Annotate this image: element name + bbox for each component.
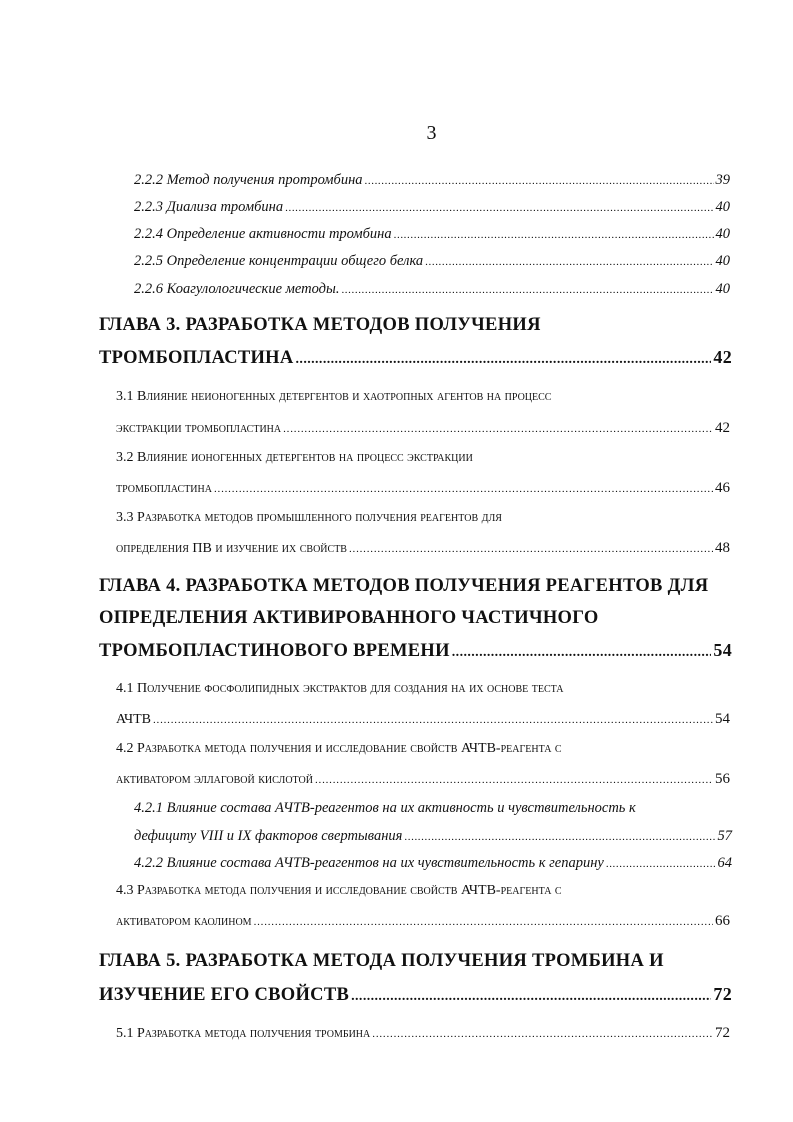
toc-entry-2-2-3[interactable] <box>134 199 730 216</box>
toc-entry-3-1-line1[interactable] <box>116 389 736 405</box>
toc-entry-title: 2.2.5 Определение концентрации общего белка <box>134 253 424 269</box>
chapter-title: ГЛАВА 5. РАЗРАБОТКА МЕТОДА ПОЛУЧЕНИЯ ТРОМБИНА И <box>99 951 664 971</box>
toc-entry-title: 4.1 Получение фосфолипидных экстрактов для создания на их основе теста <box>116 681 564 696</box>
toc-chapter-5-line1[interactable] <box>99 951 739 972</box>
toc-entry-page: 72 <box>713 984 732 1004</box>
toc-entry-page: 72 <box>715 1025 730 1041</box>
toc-entry-title: 5.1 Разработка метода получения тромбина <box>116 1026 371 1041</box>
toc-entry-title: 3.2 Влияние ионогенных детергентов на процесс экстракции <box>116 450 473 465</box>
toc-entry-title: 3.3 Разработка методов промышленного получения реагентов для <box>116 510 502 525</box>
toc-entry-4-2-1-line1[interactable] <box>134 800 734 817</box>
toc-chapter-4-line2[interactable] <box>99 608 739 629</box>
toc-entry-title: экстракции тромбопластина <box>116 421 282 436</box>
toc-entry-2-2-2[interactable] <box>134 172 730 189</box>
toc-entry-2-2-5[interactable] <box>134 253 730 270</box>
toc-entry-title: дефициту VIII и IX факторов свертывания <box>134 828 403 844</box>
dot-leader <box>315 774 713 786</box>
toc-entry-title: 2.2.4 Определение активности тромбина <box>134 226 392 242</box>
toc-entry-4-1-line2[interactable] <box>116 711 730 728</box>
toc-entry-page: 39 <box>715 172 730 188</box>
toc-entry-2-2-6[interactable] <box>134 281 730 298</box>
toc-chapter-4-line3[interactable] <box>99 640 732 662</box>
dot-leader <box>606 858 716 870</box>
dot-leader <box>372 1028 713 1040</box>
toc-chapter-3-line1[interactable] <box>99 315 739 336</box>
chapter-title: ТРОМБОПЛАСТИНОВОГО ВРЕМЕНИ <box>99 641 450 661</box>
dot-leader <box>365 175 714 187</box>
toc-entry-page: 54 <box>715 711 730 727</box>
toc-entry-4-3-line2[interactable] <box>116 913 730 930</box>
toc-entry-page: 57 <box>717 828 732 844</box>
dot-leader <box>296 352 712 368</box>
toc-entry-title: 4.2.2 Влияние состава АЧТВ-реагентов на их чувствительность к гепарину <box>134 855 604 871</box>
dot-leader <box>425 256 713 268</box>
dot-leader <box>404 831 715 843</box>
chapter-title: ГЛАВА 4. РАЗРАБОТКА МЕТОДОВ ПОЛУЧЕНИЯ РЕАГЕНТОВ ДЛЯ <box>99 576 709 596</box>
toc-entry-page: 40 <box>715 226 730 242</box>
toc-entry-5-1[interactable] <box>116 1025 730 1042</box>
toc-entry-3-3-line1[interactable] <box>116 510 736 526</box>
toc-entry-page: 66 <box>715 913 730 929</box>
dot-leader <box>214 483 713 495</box>
chapter-title: ТРОМБОПЛАСТИНА <box>99 348 294 368</box>
toc-entry-2-2-4[interactable] <box>134 226 730 243</box>
chapter-title: ОПРЕДЕЛЕНИЯ АКТИВИРОВАННОГО ЧАСТИЧНОГО <box>99 608 599 628</box>
dot-leader <box>341 284 713 296</box>
dot-leader <box>351 989 711 1005</box>
toc-entry-title: 2.2.3 Диализа тромбина <box>134 199 284 215</box>
toc-entry-3-2-line2[interactable] <box>116 480 730 497</box>
toc-entry-page: 46 <box>715 480 730 496</box>
toc-entry-title: определения ПВ и изучение их свойств <box>116 541 347 556</box>
dot-leader <box>349 543 713 555</box>
dot-leader <box>285 202 713 214</box>
toc-entry-page: 56 <box>715 771 730 787</box>
toc-entry-4-3-line1[interactable] <box>116 883 736 899</box>
toc-entry-title: 4.2.1 Влияние состава АЧТВ-реагентов на их активность и чувствительность к <box>134 800 636 816</box>
toc-entry-3-3-line2[interactable] <box>116 540 730 557</box>
toc-entry-4-1-line1[interactable] <box>116 681 736 697</box>
toc-entry-page: 54 <box>713 640 732 660</box>
toc-entry-3-2-line1[interactable] <box>116 450 736 466</box>
toc-entry-title: тромбопластина <box>116 481 212 496</box>
toc-entry-3-1-line2[interactable] <box>116 420 730 437</box>
toc-entry-4-2-line1[interactable] <box>116 741 736 757</box>
toc-chapter-5-line2[interactable] <box>99 984 732 1006</box>
toc-entry-title: 4.2 Разработка метода получения и исследование свойств АЧТВ-реагента с <box>116 741 562 756</box>
toc-entry-title: 4.3 Разработка метода получения и исследование свойств АЧТВ-реагента с <box>116 883 562 898</box>
toc-entry-title: 3.1 Влияние неионогенных детергентов и хаотропных агентов на процесс <box>116 389 552 404</box>
toc-chapter-3-line2[interactable] <box>99 347 732 369</box>
toc-entry-title: активатором каолином <box>116 914 252 929</box>
page-number: 3 <box>426 122 437 144</box>
toc-entry-page: 40 <box>715 199 730 215</box>
toc-entry-page: 42 <box>715 420 730 436</box>
toc-entry-page: 42 <box>713 347 732 367</box>
dot-leader <box>153 714 713 726</box>
toc-entry-title: активатором эллаговой кислотой <box>116 772 313 787</box>
chapter-title: ИЗУЧЕНИЕ ЕГО СВОЙСТВ <box>99 985 350 1005</box>
dot-leader <box>254 916 713 928</box>
toc-entry-title: 2.2.2 Метод получения протромбина <box>134 172 363 188</box>
toc-entry-page: 40 <box>715 253 730 269</box>
toc-entry-4-2-1-line2[interactable] <box>134 828 732 845</box>
dot-leader <box>283 423 713 435</box>
dot-leader <box>452 645 712 661</box>
dot-leader <box>394 229 714 241</box>
toc-chapter-4-line1[interactable] <box>99 576 739 597</box>
toc-entry-page: 64 <box>717 855 732 871</box>
toc-entry-page: 48 <box>715 540 730 556</box>
toc-entry-title: АЧТВ <box>116 712 151 727</box>
toc-entry-4-2-line2[interactable] <box>116 771 730 788</box>
toc-entry-page: 40 <box>715 281 730 297</box>
chapter-title: ГЛАВА 3. РАЗРАБОТКА МЕТОДОВ ПОЛУЧЕНИЯ <box>99 315 541 335</box>
toc-entry-4-2-2[interactable] <box>134 855 732 872</box>
toc-entry-title: 2.2.6 Коагулологические методы. <box>134 281 340 297</box>
